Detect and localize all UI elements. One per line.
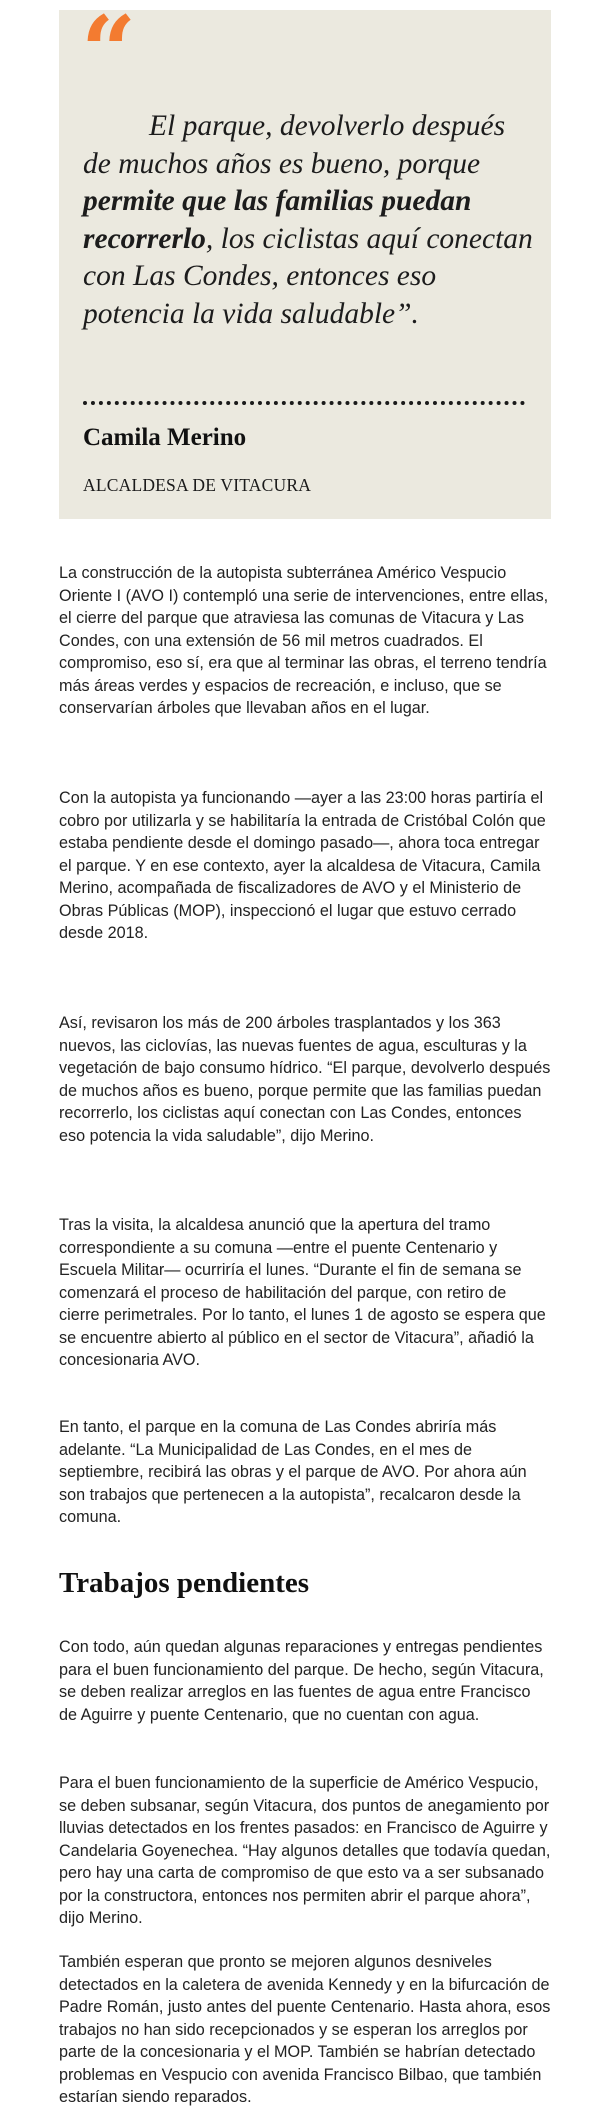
paragraph: Para el buen funcionamiento de la superficie de Américo Vespucio, se deben subsanar, según Vitacura, dos puntos de anegamiento por lluvias detectados en los frentes pasados: en Francisco de Aguirre y Candelaria Goyenechea. “Hay algunos detalles que todavía quedan, pero hay una carta de compromiso de que esto va a ser subsanado por la constructora, entonces nos permiten abrir el parque ahora”, dijo Merino.	[59, 1774, 551, 1927]
paragraph: Con la autopista ya funcionando —ayer a las 23:00 horas partiría el cobro por utilizarla y se habilitaría la entrada de Cristóbal Colón que estaba pendiente desde el domingo pasado—, ahora toca entregar el parque. Y en ese contexto, ayer la alcaldesa de Vitacura, Camila Merino, acompañada de fiscalizadores de AVO y el Ministerio de Obras Públicas (MOP), inspeccionó el lugar que estuvo cerrado desde 2018.	[59, 789, 546, 942]
paragraph: La construcción de la autopista subterránea Américo Vespucio Oriente I (AVO I) contempló una serie de intervenciones, entre ellas, el cierre del parque que atraviesa las comunas de Vitacura y Las Condes, con una extensión de 56 mil metros cuadrados. El compromiso, eso sí, era que al terminar las obras, el terreno tendría más áreas verdes y espacios de recreación, e incluso, que se conservarían árboles que llevaban años en el lugar.	[59, 564, 549, 717]
pull-quote-box	[59, 0, 551, 519]
quote-author: Camila Merino	[83, 424, 247, 451]
pull-quote-text	[83, 108, 533, 333]
paragraph: En tanto, el parque en la comuna de Las Condes abriría más adelante. “La Municipalidad de Las Condes, en el mes de septiembre, recibirá las obras y el parque de AVO. Por ahora aún son trabajos que pertenecen a la autopista”, recalcaron desde la comuna.	[59, 1418, 527, 1526]
quote-mark-icon: “	[81, 0, 137, 108]
quote-text-before: El parque, devolverlo después de muchos años es bueno, porque	[83, 110, 506, 180]
article	[59, 0, 551, 2106]
paragraph: Con todo, aún quedan algunas reparaciones y entregas pendientes para el buen funcionamiento del parque. De hecho, según Vitacura, se deben realizar arreglos en las fuentes de agua entre Francisco de Aguirre y puente Centenario, que no cuentan con agua.	[59, 1638, 544, 1724]
section-heading: Trabajos pendientes	[59, 1567, 310, 1599]
paragraph: Así, revisaron los más de 200 árboles trasplantados y los 363 nuevos, las ciclovías, las nuevas fuentes de agua, esculturas y la vegetación de bajo consumo hídrico. “El parque, devolverlo después de muchos años es bueno, porque permite que las familias puedan recorrerlo, los ciclistas aquí conectan con Las Condes, entonces eso potencia la vida saludable”, dijo Merino.	[59, 1014, 551, 1145]
paragraph: Tras la visita, la alcaldesa anunció que la apertura del tramo correspondiente a su comuna —entre el puente Centenario y Escuela Militar— ocurriría el lunes. “Durante el fin de semana se comenzará el proceso de habilitación del parque, con retiro de cierre perimetrales. Por lo tanto, el lunes 1 de agosto se espera que se encuentre abierto al público en el sector de Vitacura”, añadió la concesionaria AVO.	[59, 1216, 546, 1369]
quote-text-bold: permite que las familias puedan recorrerlo	[83, 185, 472, 255]
paragraph: También esperan que pronto se mejoren algunos desniveles detectados en la caletera de avenida Kennedy y en la bifurcación de Padre Román, justo antes del puente Centenario. Hasta ahora, esos trabajos no han sido recepcionados y se esperan los arreglos por parte de la concesionaria y el MOP. También se habrían detectado problemas en Vespucio con avenida Francisco Bilbao, que también estarían siendo reparados.	[59, 1953, 551, 2106]
dotted-divider	[83, 401, 525, 405]
quote-author-role: ALCALDESA DE VITACURA	[83, 475, 312, 495]
quote-text-after: , los ciclistas aquí conectan con Las Condes, entonces eso potencia la vida saludable”.	[83, 222, 533, 330]
